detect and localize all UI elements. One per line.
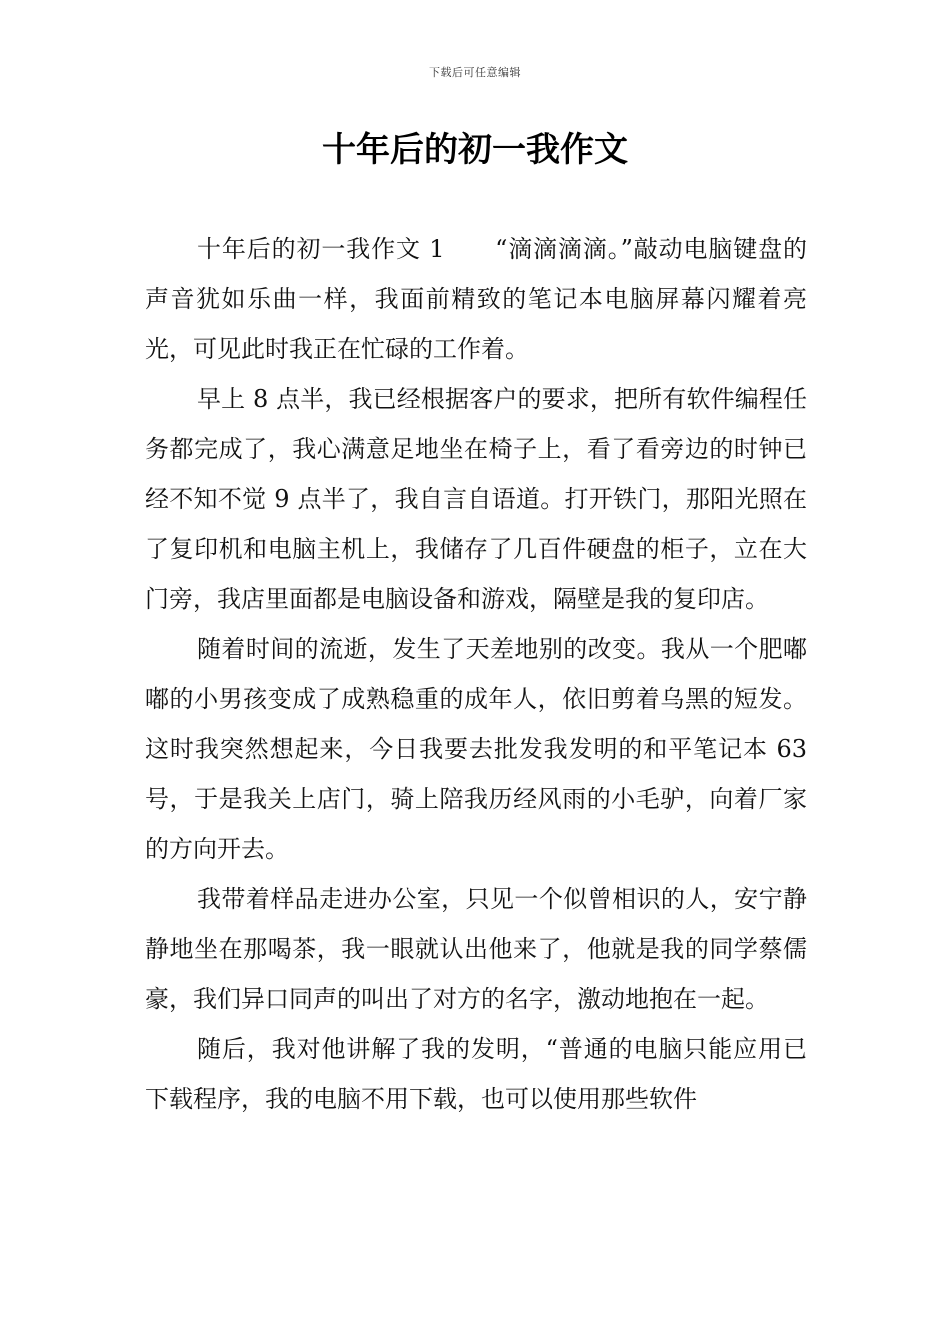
paragraph-3: 随着时间的流逝，发生了天差地别的改变。我从一个肥嘟嘟的小男孩变成了成熟稳重的成年人，依旧剪着乌黑的短发。这时我突然想起来，今日我要去批发我发明的和平笔记本 63 号，于是我关上店门，骑上陪我历经风雨的小毛驴，向着厂家的方向开去。 [145, 635, 807, 863]
paragraph-4: 我带着样品走进办公室，只见一个似曾相识的人，安宁静静地坐在那喝茶，我一眼就认出他来了，他就是我的同学蔡儒豪，我们异口同声的叫出了对方的名字，激动地抱在一起。 [145, 885, 807, 1013]
document-title: 十年后的初一我作文 [322, 130, 628, 170]
paragraph-2: 早上 8 点半，我已经根据客户的要求，把所有软件编程任务都完成了，我心满意足地坐在椅子上，看了看旁边的时钟已经不知不觉 9 点半了，我自言自语道。打开铁门，那阳光照在了复印机和电脑主机上，我储存了几百件硬盘的柜子，立在大门旁，我店里面都是电脑设备和游戏，隔壁是我的复印店。 [145, 385, 807, 613]
header-note: 下载后可任意编辑 [429, 66, 521, 79]
paragraph-5: 随后，我对他讲解了我的发明，“普通的电脑只能应用已下载程序，我的电脑不用下载，也可以使用那些软件 [145, 1035, 807, 1113]
paragraph-1: 十年后的初一我作文 1 “滴滴滴滴。”敲动电脑键盘的声音犹如乐曲一样，我面前精致的笔记本电脑屏幕闪耀着亮光，可见此时我正在忙碌的工作着。 [145, 235, 807, 363]
document-body [145, 224, 807, 1124]
